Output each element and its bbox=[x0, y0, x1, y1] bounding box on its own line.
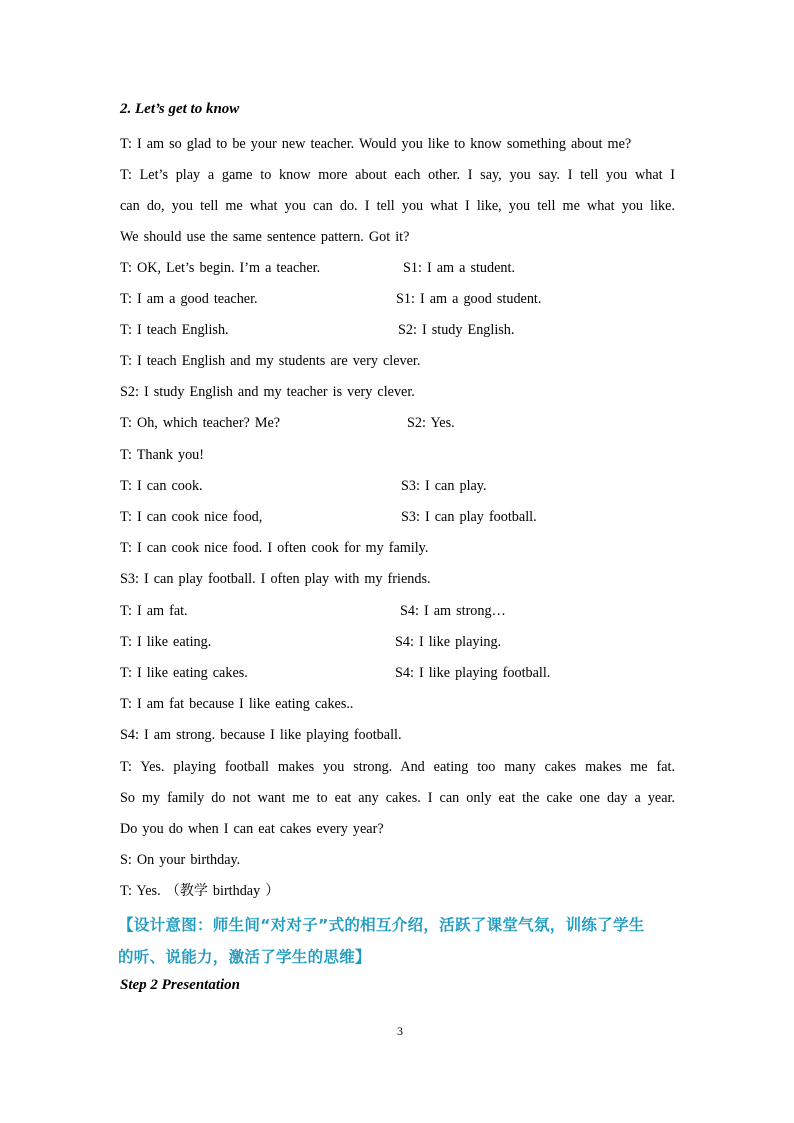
yes-text: T: Yes. （ bbox=[120, 883, 180, 899]
design-intent-line: 【设计意图：师生间“对对子”式的相互介绍，活跃了课堂气氛，训练了学生 bbox=[118, 916, 645, 934]
dialogue-line: T: I am fat because I like eating cakes.. bbox=[120, 696, 354, 712]
teacher-text: T: I teach English. bbox=[120, 322, 229, 338]
dialogue-line bbox=[120, 477, 487, 495]
student-text: S3: I can play football. bbox=[401, 509, 537, 525]
dialogue-line: S4: I am strong. because I like playing football. bbox=[120, 727, 402, 743]
student-text: S4: I am strong… bbox=[400, 603, 506, 619]
teacher-text: T: I like eating cakes. bbox=[120, 665, 248, 681]
dialogue-line bbox=[120, 321, 515, 339]
student-text: S2: I study English. bbox=[398, 322, 515, 338]
paragraph-line bbox=[120, 882, 279, 900]
page-number: 3 bbox=[397, 1024, 403, 1038]
paragraph-line: T: Yes. playing football makes you strong. And eating too many cakes makes me fat. bbox=[120, 759, 675, 775]
teacher-text: T: I can cook nice food, bbox=[120, 509, 263, 525]
dialogue-line bbox=[120, 633, 502, 651]
student-text: S4: I like playing football. bbox=[395, 665, 551, 681]
birthday-text: birthday ） bbox=[207, 883, 280, 899]
paragraph-line: T: I am so glad to be your new teacher. Would you like to know something about me? bbox=[120, 136, 632, 152]
teacher-text: T: I am a good teacher. bbox=[120, 291, 258, 307]
dialogue-line bbox=[120, 414, 455, 432]
paragraph-line: Do you do when I can eat cakes every year? bbox=[120, 821, 384, 837]
dialogue-line: S2: I study English and my teacher is very clever. bbox=[120, 384, 415, 400]
dialogue-line bbox=[120, 508, 537, 526]
paragraph-line: So my family do not want me to eat any cakes. I can only eat the cake one day a year. bbox=[120, 790, 675, 806]
dialogue-line: T: Thank you! bbox=[120, 447, 204, 463]
paragraph-line: can do, you tell me what you can do. I tell you what I like, you tell me what you like. bbox=[120, 198, 675, 214]
dialogue-line bbox=[120, 602, 506, 620]
student-text: S4: I like playing. bbox=[395, 634, 502, 650]
teacher-text: T: Oh, which teacher? Me? bbox=[120, 415, 281, 431]
teacher-text: T: I am fat. bbox=[120, 603, 188, 619]
design-intent-line: 的听、说能力，激活了学生的思维】 bbox=[118, 948, 371, 966]
paragraph-line: S: On your birthday. bbox=[120, 852, 241, 868]
step-title: Step 2 Presentation bbox=[120, 977, 241, 993]
teacher-text: T: I like eating. bbox=[120, 634, 212, 650]
dialogue-line: T: I teach English and my students are very clever. bbox=[120, 353, 421, 369]
paragraph-line: T: Let’s play a game to know more about each other. I say, you say. I tell you what I bbox=[120, 167, 675, 183]
section-title: 2. Let’s get to know bbox=[120, 101, 240, 117]
teacher-text: T: I can cook. bbox=[120, 478, 203, 494]
student-text: S3: I can play. bbox=[401, 478, 487, 494]
student-text: S2: Yes. bbox=[407, 415, 455, 431]
dialogue-line bbox=[120, 290, 542, 308]
dialogue-line: T: I can cook nice food. I often cook for my family. bbox=[120, 540, 429, 556]
dialogue-line bbox=[120, 259, 515, 277]
student-text: S1: I am a good student. bbox=[396, 291, 542, 307]
student-text: S1: I am a student. bbox=[403, 260, 515, 276]
dialogue-line: S3: I can play football. I often play with my friends. bbox=[120, 571, 431, 587]
paragraph-line: We should use the same sentence pattern. Got it? bbox=[120, 229, 410, 245]
teach-cn-text: 教学 bbox=[179, 883, 208, 899]
dialogue-line bbox=[120, 664, 551, 682]
teacher-text: T: OK, Let’s begin. I’m a teacher. bbox=[120, 260, 321, 276]
